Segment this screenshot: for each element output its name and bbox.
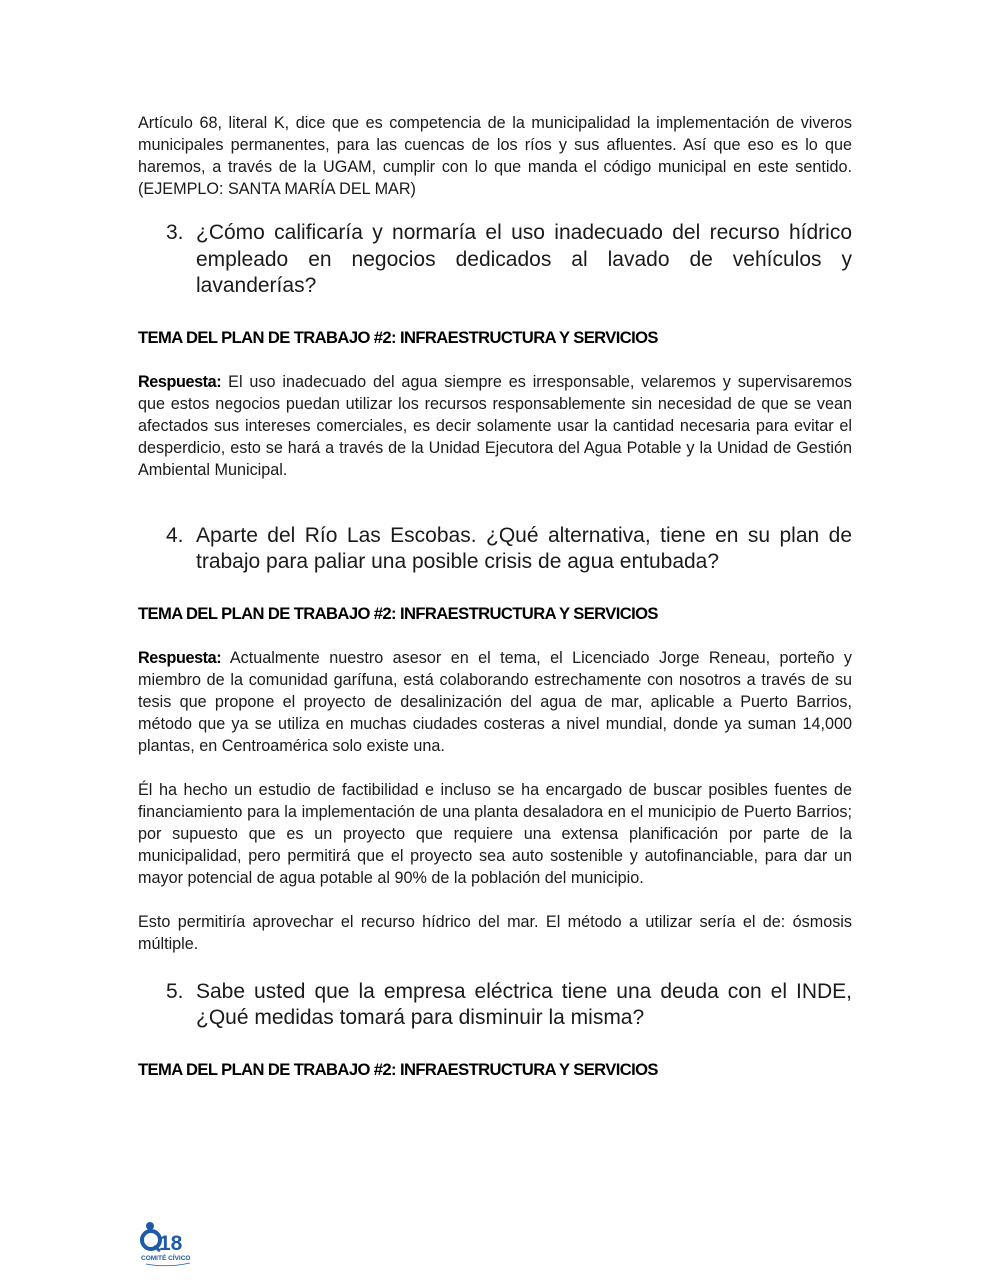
- question-text: ¿Cómo calificaría y normaría el uso inadecuado del recurso hídrico empleado en negocios dedicados al lavado de vehículos y lavanderías?: [196, 221, 852, 297]
- topic-heading: TEMA DEL PLAN DE TRABAJO #2: INFRAESTRUCTURA Y SERVICIOS: [138, 603, 658, 623]
- response-paragraph: Esto permitiría aprovechar el recurso hídrico del mar. El método a utilizar sería el de: ósmosis múltiple.: [138, 912, 852, 953]
- logo-signature-icon: [146, 1263, 190, 1266]
- response-paragraph: Él ha hecho un estudio de factibilidad e incluso se ha encargado de buscar posibles fuentes de financiamiento para la implementación de una planta desaladora en el municipio de Puerto Barrios; por supuesto que es un proyecto que requiere una extensa planificación por parte de la municipalidad, pero permitirá que el proyecto sea auto sostenible y autofinanciable, para dar un mayor potencial de agua potable al 90% de la población del municipio.: [138, 780, 852, 887]
- response-text: El uso inadecuado del agua siempre es irresponsable, velaremos y supervisaremos que estos negocios puedan utilizar los recursos responsablemente sin necesidad de que se vean afectados sus intereses comerciales, es decir solamente usar la cantidad necesaria para evitar el desperdicio, esto se hará a través de la Unidad Ejecutora del Agua Potable y la Unidad de Gestión Ambiental Municipal.: [138, 372, 853, 479]
- comite-civico-logo: [140, 1220, 194, 1268]
- logo-number: 18: [159, 1232, 183, 1255]
- question-5: [138, 979, 852, 1032]
- logo-caption: COMITÉ CÍVICO: [141, 1255, 191, 1262]
- question-number: 5.: [166, 979, 184, 1003]
- logo-ring-icon: [142, 1231, 160, 1249]
- document-page: [138, 112, 852, 1080]
- question-4: [138, 523, 852, 576]
- response-paragraph: [138, 371, 852, 481]
- intro-paragraph: Artículo 68, literal K, dice que es competencia de la municipalidad la implementación de viveros municipales permanentes, para las cuencas de los ríos y sus afluentes. Así que eso es lo que haremos, a través de la UGAM, cumplir con lo que manda el código municipal en este sentido. (EJEMPLO: SANTA MARÍA DEL MAR): [138, 114, 852, 198]
- question-text: Sabe usted que la empresa eléctrica tiene una deuda con el INDE, ¿Qué medidas tomará para disminuir la misma?: [196, 979, 852, 1029]
- question-number: 3.: [166, 221, 184, 244]
- topic-heading: TEMA DEL PLAN DE TRABAJO #2: INFRAESTRUCTURA Y SERVICIOS: [138, 1059, 658, 1079]
- response-text: Actualmente nuestro asesor en el tema, el Licenciado Jorge Reneau, porteño y miembro de la comunidad garífuna, está colaborando estrechamente con nosotros a través de su tesis que propone el proyecto de desalinización del agua de mar, aplicable a Puerto Barrios, método que ya se utiliza en muchas ciudades costeras a nivel mundial, donde ya suman 14,000 plantas, en Centroamérica solo existe una.: [138, 648, 852, 755]
- response-label: Respuesta:: [138, 372, 222, 391]
- topic-heading: TEMA DEL PLAN DE TRABAJO #2: INFRAESTRUCTURA Y SERVICIOS: [138, 327, 658, 347]
- question-3: [138, 220, 852, 300]
- response-paragraph: [138, 647, 852, 757]
- response-label: Respuesta:: [138, 648, 222, 667]
- question-number: 4.: [166, 523, 184, 547]
- logo-dot-icon: [146, 1222, 154, 1230]
- question-text: Aparte del Río Las Escobas. ¿Qué alternativa, tiene en su plan de trabajo para paliar una posible crisis de agua entubada?: [196, 523, 852, 573]
